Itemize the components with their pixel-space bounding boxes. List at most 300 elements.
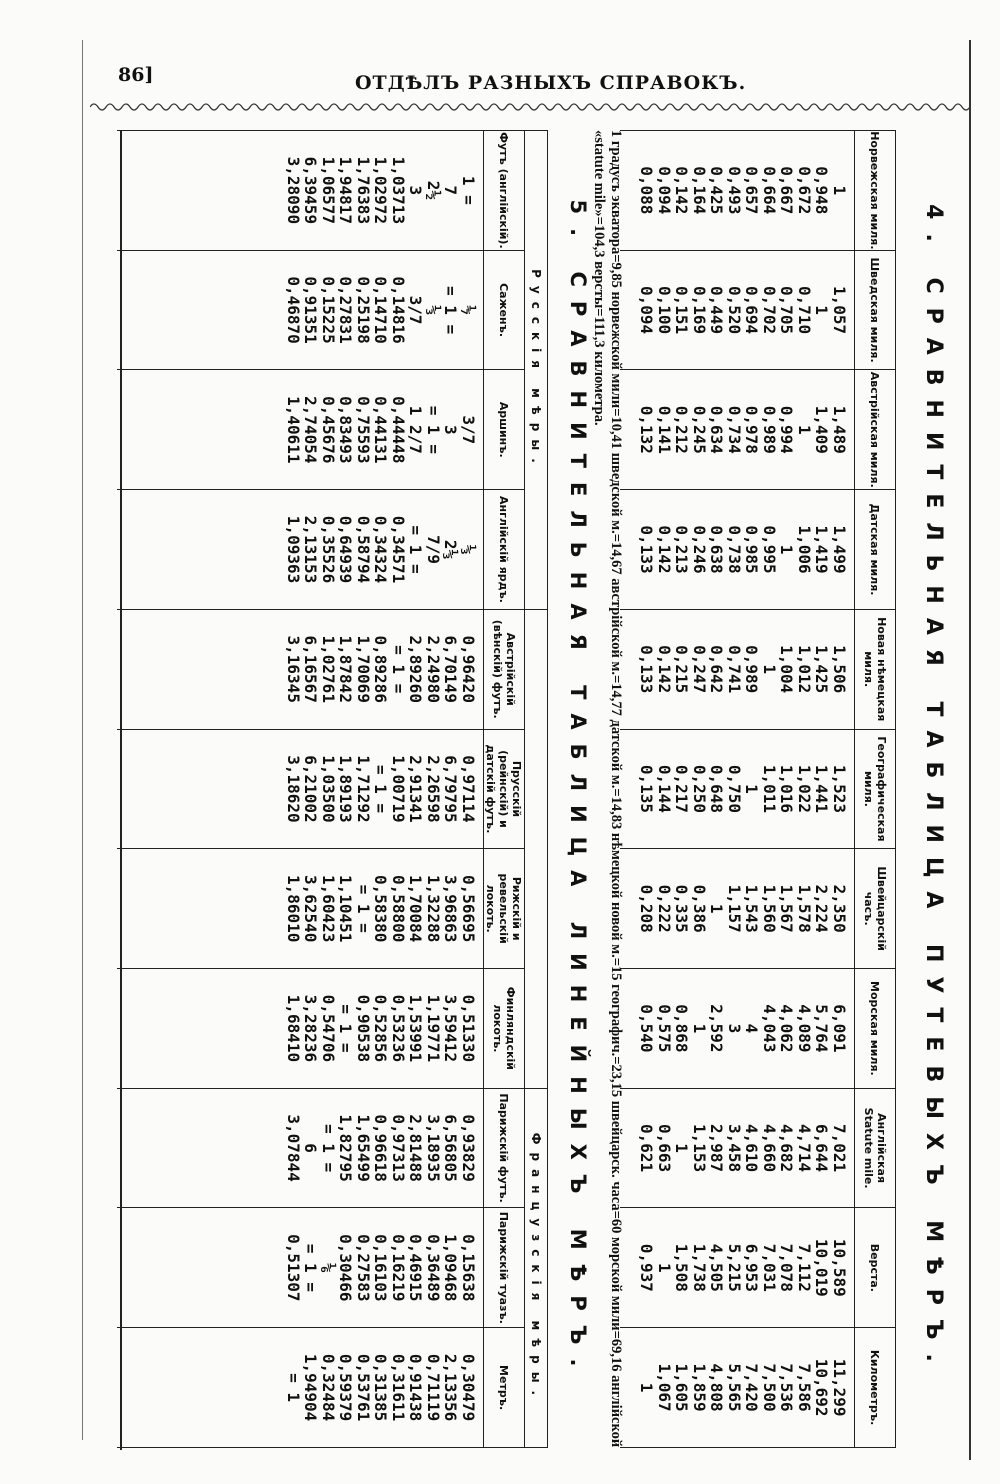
table-cell: 2,13356	[441, 1353, 461, 1422]
table-cell: = 1 =	[301, 1243, 321, 1292]
table4-column	[620, 370, 855, 490]
table-cell: 0,142	[655, 645, 674, 694]
table-cell: 0,96420	[459, 635, 478, 703]
table-cell: 0,208	[637, 884, 657, 933]
table-cell: 0,133	[637, 645, 657, 694]
table-cell: 7,536	[777, 1363, 797, 1412]
table-cell: 2,24980	[424, 635, 443, 703]
table4-header: Километръ.	[855, 1328, 896, 1448]
table-cell: 4,505	[707, 1243, 727, 1292]
table-cell: 1,560	[760, 884, 779, 933]
table5-header: Метръ.	[484, 1328, 525, 1448]
table-cell: = 1 =	[354, 884, 373, 933]
table-cell: 2,89260	[406, 635, 426, 703]
table-cell: 0,30479	[459, 1353, 478, 1422]
table-cell: 10,019	[812, 1238, 832, 1297]
column-values	[638, 251, 848, 370]
table4-column	[620, 729, 855, 849]
table5-column	[117, 370, 484, 490]
table-cell: 5,215	[725, 1243, 744, 1292]
table-cell: 1	[707, 903, 727, 914]
table-cell: 0,27583	[354, 1234, 373, 1302]
table-cell: ⅓	[424, 305, 443, 315]
column-values	[285, 370, 478, 489]
table4-column	[620, 1328, 855, 1448]
table-cell: 11,299	[830, 1358, 849, 1417]
table-cell: 1,409	[812, 405, 832, 454]
table-cell: 0,44448	[389, 396, 408, 464]
table-cell: 7,586	[795, 1363, 814, 1412]
table-cell: 0,094	[655, 166, 674, 215]
table-cell: 6,39459	[301, 156, 321, 225]
table-cell: 0,75593	[354, 396, 373, 464]
table-cell: 4,660	[760, 1124, 779, 1173]
table-cell: 0,56695	[459, 874, 478, 943]
table5-header: Австрійскій (вѣнскій) футъ.	[484, 609, 525, 729]
table-cell: 1	[812, 305, 832, 315]
table-cell: 4,714	[795, 1124, 814, 1173]
table-cell: 1,499	[830, 525, 849, 574]
table5-header: Парижскій туазъ.	[484, 1208, 525, 1328]
table-cell: 3,07844	[284, 1114, 303, 1182]
table-cell: 0,54706	[319, 994, 338, 1063]
table-cell: 3/7	[459, 415, 478, 445]
table-cell: 0,213	[672, 525, 692, 574]
table5-header: Рижскій и ревельскій локоть.	[484, 849, 525, 969]
table-cell: 1,578	[795, 884, 814, 933]
table-cell: 7	[441, 185, 461, 196]
table-cell: 1,543	[742, 884, 762, 933]
table-cell: 0,995	[760, 525, 779, 574]
table-cell: 0,30466	[336, 1234, 356, 1302]
table-cell: 2,81488	[406, 1114, 426, 1182]
table-cell: 0,169	[690, 285, 709, 335]
table-cell: 0,27831	[336, 276, 356, 344]
table-cell: 1,006	[795, 525, 814, 574]
column-values	[638, 610, 848, 729]
table-cell: 1,057	[830, 285, 849, 335]
table-cell: 0,520	[725, 285, 744, 335]
table-cell: 0,96618	[371, 1114, 391, 1182]
column-values	[638, 1208, 848, 1327]
table-cell: 1,71292	[354, 755, 373, 823]
table4-header: Морская миля.	[855, 969, 896, 1089]
table-cell: 0,100	[655, 285, 674, 335]
table-cell: 0,71119	[424, 1353, 443, 1422]
table-cell: 0,53761	[354, 1353, 373, 1422]
column-values	[638, 131, 848, 250]
table5-column	[117, 729, 484, 849]
table-cell: 6,56805	[441, 1114, 461, 1182]
column-values	[285, 730, 478, 849]
column-values	[285, 610, 478, 729]
table-cell: 0,250	[690, 764, 709, 814]
table-cell: 0,14710	[371, 276, 391, 344]
table-cell: 0,34571	[389, 515, 408, 584]
table-cell: 3,16345	[284, 635, 303, 703]
table-cell: 1,425	[812, 645, 832, 694]
table-cell: 1,067	[655, 1363, 674, 1412]
table4-header: Австрійская миля.	[855, 370, 896, 490]
table-cell: 0,93829	[459, 1114, 478, 1182]
table-cell: 4,808	[707, 1363, 727, 1412]
table-cell: 6,644	[812, 1124, 832, 1173]
table-cell: 10,589	[830, 1238, 849, 1297]
table-cell: 0,621	[637, 1124, 657, 1173]
table-cell: 7,031	[760, 1243, 779, 1292]
table-cell: 0,750	[725, 764, 744, 814]
table-cell: 1 =	[459, 175, 478, 205]
table-cell: 6,79795	[441, 755, 461, 823]
table-cell: 2,74054	[301, 396, 321, 464]
table-cell: 3,28090	[284, 156, 303, 225]
table-cell: 3,18935	[424, 1114, 443, 1182]
table-cell: 6,091	[830, 1004, 849, 1053]
table-cell: 0,151	[672, 285, 692, 335]
table-cell: 0,25198	[354, 276, 373, 344]
table-cell: 0,14816	[389, 276, 408, 344]
table-cell: 7,112	[795, 1243, 814, 1292]
table-cell: = 1 =	[424, 405, 443, 454]
table4-body-row	[620, 131, 855, 1448]
table-cell: 1,86010	[284, 874, 303, 943]
table-cell: 3	[441, 424, 461, 435]
table-cell: 1	[830, 185, 849, 196]
table-cell: 1	[760, 664, 779, 675]
table5-header: Англійскій ярдъ.	[484, 490, 525, 610]
table-cell: 0,648	[707, 764, 727, 814]
table-cell: 0,386	[690, 884, 709, 933]
table4-column	[620, 131, 855, 251]
equator-degree-note: 1 градусъ экватора=9,85 норвежской мили=10,41 шведской м.=14,67 австрійской м.=14,77 датской м.=14,83 нѣмецкой новой м.=15 географич.=23,15 швейцарск. часа=60 морской мили=69,16 англійской «statute mile»=104,3 версты=111,3 километра.	[591, 130, 624, 1448]
table-cell: 1 2/7	[406, 405, 426, 454]
table-cell: 0,246	[690, 525, 709, 574]
column-values	[285, 1089, 478, 1208]
column-values	[285, 251, 478, 370]
table-cell: 0,335	[672, 884, 692, 933]
table-cell: = 1 =	[389, 645, 408, 694]
table-cell: 0,642	[707, 645, 727, 694]
table-cell: 0,36489	[424, 1234, 443, 1302]
table-cell: 0,989	[742, 645, 762, 694]
table-cell: 1,03500	[319, 755, 338, 823]
table5-column	[117, 490, 484, 610]
table-cell: 0,088	[637, 166, 657, 215]
table-cell: 0,45676	[319, 396, 338, 464]
table-cell: 3	[725, 1023, 744, 1034]
table-cell: 1,68410	[284, 994, 303, 1063]
table5-title: 5. СРАВНИТЕЛЬНАЯ ТАБЛИЦА ЛИНЕЙНЫХЪ МѢРЪ.	[566, 199, 590, 1381]
table-cell: 1,859	[690, 1363, 709, 1412]
table-cell: 1,94904	[301, 1353, 321, 1422]
table-cell: 0,493	[725, 166, 744, 215]
table-cell: 0,133	[637, 525, 657, 574]
table5-column	[117, 1088, 484, 1208]
table-cell: 4,089	[795, 1004, 814, 1053]
table4-header: Шведская миля.	[855, 250, 896, 370]
table-cell: 0,142	[655, 525, 674, 574]
table-cell: 3,28236	[301, 994, 321, 1063]
table-cell: 1,011	[760, 764, 779, 814]
table-cell: 1	[637, 1382, 657, 1393]
table-cell: 1	[655, 1263, 674, 1273]
table-cell: 5,565	[725, 1363, 744, 1412]
group-russian-measures: Русскія мѣры.	[525, 131, 548, 610]
table-cell: 0,16103	[371, 1234, 391, 1302]
table4-column	[620, 1088, 855, 1208]
table-cell: ⅙	[319, 1263, 338, 1273]
running-head: ОТДѢЛЪ РАЗНЫХЪ СПРАВОКЪ.	[355, 72, 747, 94]
table5-body-row	[117, 131, 484, 1448]
table5-header: Финляндскій локоть.	[484, 969, 525, 1089]
table-cell: 1,70084	[406, 874, 426, 943]
table-cell: 3,62540	[301, 874, 321, 943]
table-cell: 6,953	[742, 1243, 762, 1292]
table-cell: 2,987	[707, 1124, 727, 1173]
table4-column	[620, 969, 855, 1089]
table-cell: 0,91438	[406, 1353, 426, 1422]
table-cell: 0,094	[637, 285, 657, 335]
table5-linear-measures	[117, 130, 548, 1448]
table-cell: 0,52856	[371, 994, 391, 1063]
table5-header-row	[484, 131, 525, 1448]
table-cell: 0,15225	[319, 276, 338, 344]
group-french-measures: Французскія мѣры.	[525, 1088, 548, 1447]
column-values	[638, 370, 848, 489]
table-cell: 2,91341	[406, 755, 426, 823]
rotated-page-content	[90, 130, 960, 1450]
table-cell: = 1 =	[336, 1004, 356, 1053]
table5-header: Парижскій футъ.	[484, 1088, 525, 1208]
column-values	[638, 1328, 848, 1447]
table-cell: 1,03713	[389, 156, 408, 225]
table-cell: 0,663	[655, 1124, 674, 1173]
table-cell: 0,948	[812, 166, 832, 215]
table-cell: 0,135	[637, 764, 657, 814]
table-cell: 1,53991	[406, 994, 426, 1063]
page-edge-right	[969, 40, 971, 1460]
table-cell: 0,222	[655, 884, 674, 933]
table-cell: 0,46915	[406, 1234, 426, 1302]
table5-column	[117, 131, 484, 251]
table-cell: 0,672	[795, 166, 814, 215]
table-cell: 0,46870	[284, 276, 303, 344]
table-cell: 3	[406, 185, 426, 196]
table-cell: 0,34324	[371, 515, 391, 584]
table-cell: 0,989	[760, 405, 779, 454]
table-cell: 2⅓	[441, 539, 461, 560]
table-cell: 0,245	[690, 405, 709, 454]
table5-header: Саженъ.	[484, 250, 525, 370]
table-cell: 0,32484	[319, 1353, 338, 1422]
page-number: 86]	[118, 64, 154, 86]
table-cell: 3,96863	[441, 874, 461, 943]
table-cell: 0,978	[742, 405, 762, 454]
table-cell: 0,31385	[371, 1353, 391, 1422]
table-cell: 1,06577	[319, 156, 338, 225]
table-cell: 3,59412	[441, 994, 461, 1063]
table-cell: 0,937	[637, 1243, 657, 1292]
table4-column	[620, 490, 855, 610]
table4-title: 4. СРАВНИТЕЛЬНАЯ ТАБЛИЦА ПУТЕВЫХЪ МѢРЪ.	[921, 204, 946, 1376]
table4-column	[620, 250, 855, 370]
table-cell: = 1 =	[371, 764, 391, 814]
table-cell: 1,09363	[284, 515, 303, 584]
table-cell: 1,022	[795, 764, 814, 814]
page-edge-left	[82, 40, 83, 1440]
column-values	[638, 1089, 848, 1208]
table5-group-row	[525, 131, 548, 1448]
table-cell: 1,32288	[424, 874, 443, 943]
table-cell: 2,13153	[301, 515, 321, 584]
column-values	[285, 1208, 478, 1327]
table-cell: 1,605	[672, 1363, 692, 1412]
column-values	[285, 490, 478, 609]
table5-column	[117, 1208, 484, 1328]
table-cell: 1,87842	[336, 635, 356, 703]
table5-column	[117, 969, 484, 1089]
table-cell: 6	[301, 1143, 321, 1153]
table-cell: = 1 =	[319, 1124, 338, 1173]
table-cell: 6,21002	[301, 755, 321, 823]
column-values	[285, 969, 478, 1088]
table-cell: 0,58800	[389, 874, 408, 943]
table-cell: 1,02761	[319, 635, 338, 703]
table-cell: 1,016	[777, 764, 797, 814]
table-cell: 1,419	[812, 525, 832, 574]
table-cell: 2,350	[830, 884, 849, 933]
table-cell: = 1	[284, 1373, 303, 1403]
table-cell: 4,682	[777, 1124, 797, 1173]
table-cell: 0,425	[707, 166, 727, 215]
table-cell: 0,64939	[336, 515, 356, 584]
table-cell: 1,89193	[336, 755, 356, 823]
table-cell: 0,449	[707, 285, 727, 335]
table5-column	[117, 250, 484, 370]
table-cell: 0,44131	[371, 396, 391, 464]
column-values	[285, 849, 478, 968]
table-cell: 3,458	[725, 1124, 744, 1173]
table-cell: 4	[742, 1023, 762, 1034]
table-cell: 5,764	[812, 1004, 832, 1053]
table-cell: 0,638	[707, 525, 727, 574]
table4-travel-measures	[620, 130, 896, 1448]
table-cell: 0,53236	[389, 994, 408, 1063]
table4-header: Верста.	[855, 1208, 896, 1328]
table-cell: 0,540	[637, 1004, 657, 1053]
column-values	[285, 131, 478, 250]
table-cell: 0,51330	[459, 994, 478, 1063]
table-cell: 3,18620	[284, 755, 303, 823]
table-cell: 0,741	[725, 645, 744, 694]
table-cell: 7,021	[830, 1124, 849, 1173]
table-cell: 4,062	[777, 1004, 797, 1053]
table5-header: Футъ (англійскій).	[484, 131, 525, 251]
column-values	[638, 969, 848, 1088]
table-cell: 1	[777, 544, 797, 555]
table-cell: 1,441	[812, 764, 832, 814]
table-cell: 0,705	[777, 285, 797, 335]
table-cell: 0,91351	[301, 276, 321, 344]
table5-header: Прусскій (рейнскій) и датскій футъ.	[484, 729, 525, 849]
table-cell: 0,710	[795, 285, 814, 335]
table-cell: 0,217	[672, 764, 692, 814]
table-cell: 3/7	[406, 295, 426, 325]
table-cell: 0,132	[637, 405, 657, 454]
table-cell: = 1 =	[406, 525, 426, 574]
table-cell: 0,734	[725, 405, 744, 454]
table-cell: 0,657	[742, 166, 762, 215]
table-cell: = 1 =	[441, 285, 461, 335]
table-cell: 1,489	[830, 405, 849, 454]
table-cell: 0,667	[777, 166, 797, 215]
table-cell: 6,16567	[301, 635, 321, 703]
table-cell: 1,004	[777, 645, 797, 694]
table-cell: 0,694	[742, 285, 762, 335]
group-blank	[525, 609, 548, 1088]
table-cell: 0,142	[672, 166, 692, 215]
table4-header: Англійская Statute mile.	[855, 1088, 896, 1208]
table-cell: 1,157	[725, 884, 744, 933]
table-cell: 0,985	[742, 525, 762, 574]
table-cell: 1	[795, 424, 814, 435]
table-cell: 1,567	[777, 884, 797, 933]
table-cell: 0,575	[655, 1004, 674, 1053]
table-cell: 0,31611	[389, 1353, 408, 1422]
table-cell: 7,420	[742, 1363, 762, 1412]
table4-header: Географическая миля.	[855, 729, 896, 849]
table-cell: 0,702	[760, 285, 779, 335]
table-cell: 2,224	[812, 884, 832, 933]
table-cell: 0,59379	[336, 1353, 356, 1422]
table-cell: 0,58380	[371, 874, 391, 943]
column-values	[285, 1328, 478, 1447]
table-cell: 7/9	[424, 535, 443, 564]
table-cell: 1,508	[672, 1243, 692, 1292]
table-cell: 7,078	[777, 1243, 797, 1292]
table-cell: 1,10451	[336, 874, 356, 943]
table-cell: 0,664	[760, 166, 779, 215]
table4-header: Норвежская миля.	[855, 131, 896, 251]
table-cell: 7,500	[760, 1363, 779, 1412]
table-cell: 0,51307	[284, 1234, 303, 1302]
table-cell: 0,35526	[319, 515, 338, 584]
table4-column	[620, 849, 855, 969]
table-cell: 1,76383	[354, 156, 373, 225]
table-cell: 1	[742, 784, 762, 794]
table-cell: 0,90538	[354, 994, 373, 1063]
table-cell: 0,83493	[336, 396, 356, 464]
table-cell: 1,012	[795, 645, 814, 694]
table-cell: 0,97114	[459, 755, 478, 823]
table-cell: ⅐	[459, 305, 478, 315]
table-cell: 1,60423	[319, 874, 338, 943]
table-cell: 4,043	[760, 1004, 779, 1053]
table-cell: ⅓	[459, 544, 478, 555]
table-cell: 1,00719	[389, 755, 408, 823]
table-cell: 1,153	[690, 1124, 709, 1173]
table-cell: 1	[690, 1023, 709, 1034]
table-cell: 1,70069	[354, 635, 373, 703]
table-cell: 0,634	[707, 405, 727, 454]
table4-header: Швейцарскій часъ.	[855, 849, 896, 969]
table-cell: 0,15638	[459, 1234, 478, 1302]
table-cell: 0,141	[655, 405, 674, 454]
table-cell: 0,868	[672, 1004, 692, 1053]
bottom-rule	[120, 130, 122, 1450]
table-cell: 1,82795	[336, 1114, 356, 1182]
table-cell: 2½	[424, 180, 443, 200]
